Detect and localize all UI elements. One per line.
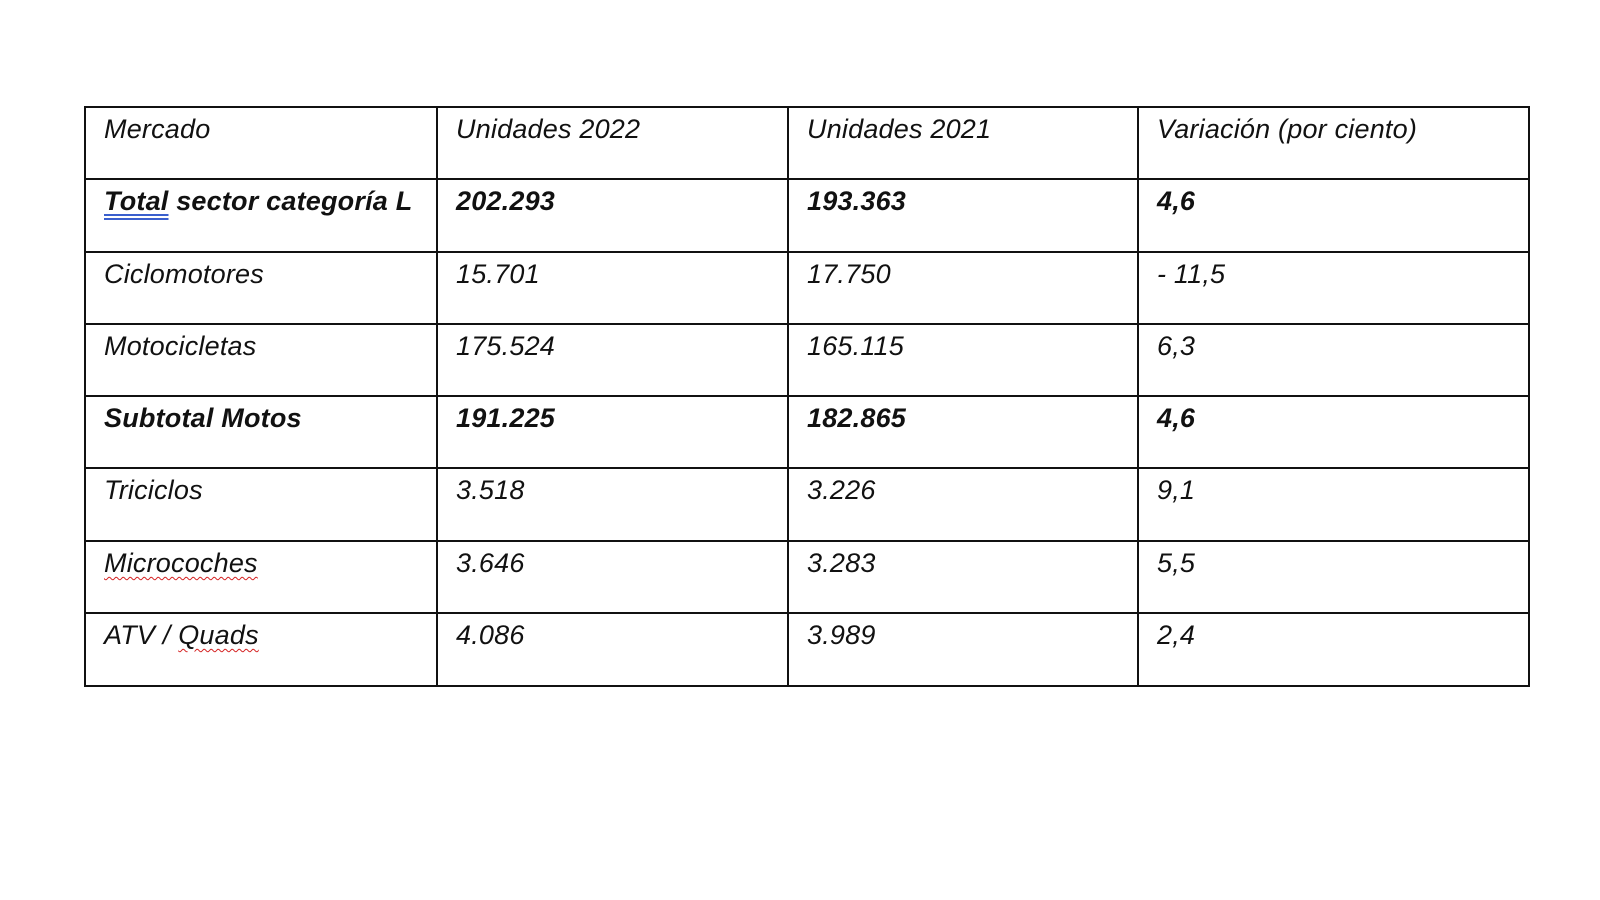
cell-variacion: - 11,5	[1138, 252, 1529, 324]
cell-mercado	[85, 468, 437, 541]
table-row	[85, 252, 1529, 324]
cell-mercado	[85, 613, 437, 686]
header-unidades-2022: Unidades 2022	[437, 107, 788, 179]
cell-variacion: 2,4	[1138, 613, 1529, 686]
header-variacion: Variación (por ciento)	[1138, 107, 1529, 179]
mercado-marked-text: Microcoches	[104, 548, 258, 578]
cell-variacion: 9,1	[1138, 468, 1529, 541]
mercado-text: sector categoría L	[168, 186, 413, 216]
market-units-table	[84, 106, 1530, 687]
mercado-marked-text: Total	[104, 186, 169, 216]
cell-mercado	[85, 324, 437, 396]
cell-variacion: 4,6	[1138, 179, 1529, 252]
cell-unidades-2021: 3.226	[788, 468, 1138, 541]
mercado-text: ATV /	[104, 620, 179, 650]
mercado-text: Triciclos	[104, 475, 203, 505]
cell-mercado	[85, 396, 437, 468]
cell-unidades-2021: 3.989	[788, 613, 1138, 686]
header-row	[85, 107, 1529, 179]
table-row	[85, 396, 1529, 468]
cell-unidades-2022: 15.701	[437, 252, 788, 324]
cell-unidades-2022: 191.225	[437, 396, 788, 468]
table-row	[85, 613, 1529, 686]
table-row	[85, 468, 1529, 541]
mercado-text: Ciclomotores	[104, 259, 264, 289]
cell-unidades-2022: 3.646	[437, 541, 788, 613]
mercado-text: Subtotal Motos	[104, 403, 302, 433]
cell-unidades-2021: 3.283	[788, 541, 1138, 613]
cell-unidades-2021: 17.750	[788, 252, 1138, 324]
table-row	[85, 179, 1529, 252]
cell-variacion: 4,6	[1138, 396, 1529, 468]
cell-unidades-2022: 202.293	[437, 179, 788, 252]
cell-variacion: 6,3	[1138, 324, 1529, 396]
table-row	[85, 541, 1529, 613]
mercado-text: Motocicletas	[104, 331, 257, 361]
cell-unidades-2021: 193.363	[788, 179, 1138, 252]
cell-variacion: 5,5	[1138, 541, 1529, 613]
cell-mercado	[85, 252, 437, 324]
header-mercado: Mercado	[85, 107, 437, 179]
cell-unidades-2022: 175.524	[437, 324, 788, 396]
cell-unidades-2022: 3.518	[437, 468, 788, 541]
cell-unidades-2021: 182.865	[788, 396, 1138, 468]
mercado-marked-text: Quads	[178, 620, 259, 650]
cell-unidades-2022: 4.086	[437, 613, 788, 686]
cell-unidades-2021: 165.115	[788, 324, 1138, 396]
cell-mercado	[85, 179, 437, 252]
header-unidades-2021: Unidades 2021	[788, 107, 1138, 179]
cell-mercado	[85, 541, 437, 613]
table-row	[85, 324, 1529, 396]
